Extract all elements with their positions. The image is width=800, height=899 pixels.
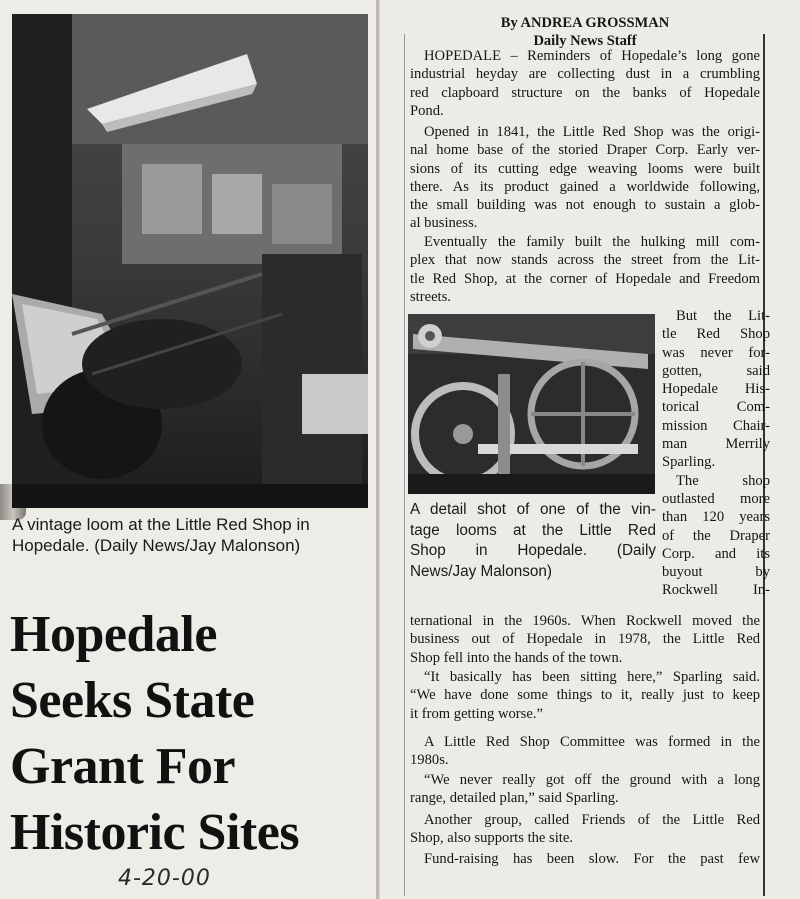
headline-line: Grant For [10,738,236,795]
paragraph-narrow: But the Lit- tle Red Shop was never for- gotten, said Hopedale His- torical Com- mission Chair- man Merrily Sparling. The shop outlasted more than 120 years of the Draper Corp. and its buyout by Rockwell In- [662,308,770,599]
staff-line: Daily News Staff [533,33,637,49]
paragraph: Eventually the family built the hulking mill com- plex that now stands across the street from the Lit- tle Red Shop, at the corner of Hopedale and Freedom streets. [410,234,760,305]
paragraph: A Little Red Shop Committee was formed in the 1980s. [410,734,760,769]
byline [410,14,760,50]
vintage-loom-photo [12,14,368,508]
headline-line: Hopedale [10,606,217,663]
headline [10,602,372,866]
main-photo-caption: A vintage loom at the Little Red Shop in Hopedale. (Daily News/Jay Malonson) [12,515,310,555]
column-rule [404,34,405,896]
clipping-gap [376,0,379,899]
detail-photo-caption: A detail shot of one of the vin- tage looms at the Little Red Shop in Hopedale. (Daily News/Jay Malonson) [410,501,656,580]
headline-line: Historic Sites [10,804,300,861]
paragraph: HOPEDALE – Reminders of Hopedale’s long gone industrial heyday are collecting dust in a crumbling red clapboard structure on the banks of Hopedale Pond. [410,48,760,119]
paragraph: Another group, called Friends of the Little Red Shop, also supports the site. [410,812,760,847]
paragraph: “We never really got off the ground with a long range, detailed plan,” said Sparling. [410,772,760,807]
author: By ANDREA GROSSMAN [500,15,670,31]
paragraph: Opened in 1841, the Little Red Shop was the origi- nal home base of the storied Draper Corp. Early ver- sions of its cutting edge weaving looms were built there. As its product gained a worldwide following, the small building was not enough to sustain a glob- al business. [410,124,760,232]
handwritten-date: 4-20-00 [118,866,211,891]
paragraph: “It basically has been sitting here,” Sparling said. “We have done some things to it, really just to keep it from getting worse.” [410,669,760,722]
paragraph: ternational in the 1960s. When Rockwell moved the business out of Hopedale in 1978, the Little Red Shop fell into the hands of the town. [410,613,760,666]
paragraph: Fund-raising has been slow. For the past few [424,851,760,867]
loom-detail-photo [408,314,655,494]
headline-line: Seeks State [10,672,255,729]
